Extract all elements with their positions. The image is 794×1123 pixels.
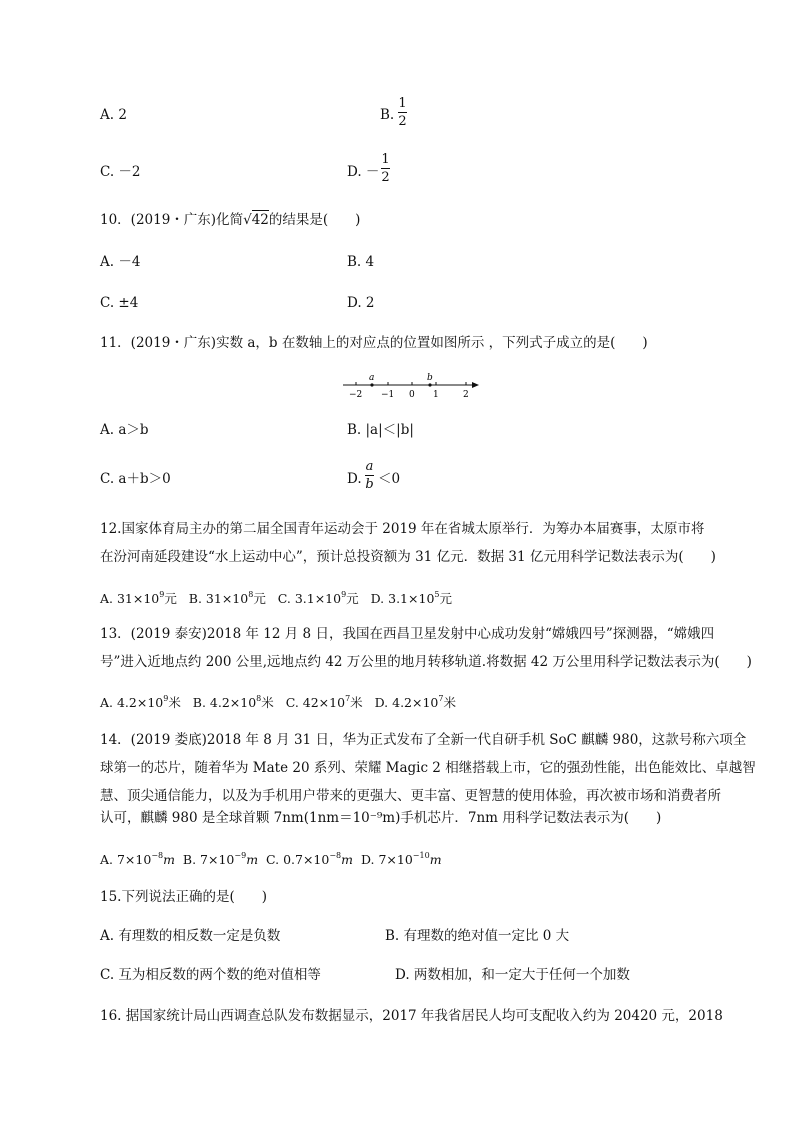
q13-options bbox=[100, 695, 456, 710]
point-b bbox=[428, 383, 431, 386]
q13-line-1: 13．(2019 泰安)2018 年 12 月 8 日，我国在西昌卫星发射中心成功发射“嫦娥四号”探测器，“嫦娥四 bbox=[100, 626, 715, 642]
q9-b-numerator: 1 bbox=[398, 96, 407, 111]
q13-line-2: 号”进入近地点约 200 公里,远地点约 42 万公里的地月转移轨道.将数据 42 万公里用科学记数法表示为( ) bbox=[100, 654, 752, 670]
q9-option-c: C. －2 bbox=[100, 164, 141, 180]
fraction-bar bbox=[365, 475, 374, 476]
q11-option-d-label: D. bbox=[347, 471, 362, 487]
q14-line-1: 14．(2019 娄底)2018 年 8 月 31 日，华为正式发布了全新一代自研手机 SoC 麒麟 980，这款号称六项全 bbox=[100, 732, 747, 748]
q11-number-line bbox=[335, 372, 485, 400]
tick-label: 1 bbox=[433, 390, 439, 400]
q15-stem: 15.下列说法正确的是( ) bbox=[100, 889, 268, 905]
q9-option-d-fraction bbox=[381, 153, 390, 184]
q16-line-1: 16. 据国家统计局山西调查总队发布数据显示，2017 年我省居民人均可支配收入约为 20420 元，2018 bbox=[100, 1008, 723, 1024]
q10-stem-post: 的结果是( ) bbox=[268, 212, 361, 228]
q12-option-a: A. $31\times 10^9$元 bbox=[100, 590, 177, 606]
q9-d-denominator: 2 bbox=[381, 170, 390, 185]
fraction-bar bbox=[381, 168, 390, 169]
q12-option-c: C. $3.1\times 10^9$元 bbox=[277, 590, 359, 606]
q9-option-d-label: D. － bbox=[347, 164, 380, 180]
q10-radicand: 42 bbox=[251, 212, 269, 228]
q14-line-4: 认可，麒麟 980 是全球首颗 7nm(1nm＝10⁻⁹m)手机芯片．7nm 用科学记数法表示为( ) bbox=[100, 810, 662, 826]
sqrt-symbol: √ bbox=[243, 212, 252, 228]
q14-option-b: B. $7\times 10^{-9}m$ bbox=[182, 851, 259, 867]
point-b-label: b bbox=[427, 373, 433, 383]
q14-option-c: C. $0.7\times 10^{-8}m$ bbox=[266, 851, 353, 867]
q13-option-a: A. $4.2\times 10^9$米 bbox=[100, 694, 181, 710]
q11-option-b: B. |a|＜|b| bbox=[347, 422, 414, 438]
q12-options bbox=[100, 591, 452, 606]
q15-option-b: B. 有理数的绝对值一定比 0 大 bbox=[385, 928, 570, 944]
q14-option-d: D. $7\times 10^{-10}m$ bbox=[360, 851, 442, 867]
point-a bbox=[370, 383, 373, 386]
tick-label: 2 bbox=[463, 390, 469, 400]
q14-options bbox=[100, 852, 442, 867]
q9-option-a: A. 2 bbox=[100, 107, 127, 123]
q11-d-numerator: a bbox=[365, 459, 374, 474]
q10-option-c: C. ±4 bbox=[100, 295, 139, 311]
tick-label: −1 bbox=[381, 390, 395, 400]
q13-option-d: D. $4.2\times 10^7$米 bbox=[374, 694, 456, 710]
q10-stem bbox=[100, 214, 360, 228]
fraction-bar bbox=[398, 112, 407, 113]
q15-option-d: D. 两数相加，和一定大于任何一个加数 bbox=[395, 967, 630, 983]
number-line-arrow bbox=[472, 382, 479, 388]
tick-label: 0 bbox=[409, 390, 415, 400]
q12-option-b: B. $31\times 10^8$元 bbox=[188, 590, 266, 606]
q14-line-3: 慧、顶尖通信能力，以及为手机用户带来的更强大、更丰富、更智慧的使用体验，再次被市场和消费者所 bbox=[100, 788, 721, 804]
q13-option-b: B. $4.2\times 10^8$米 bbox=[192, 694, 274, 710]
q11-option-d-fraction bbox=[365, 460, 374, 491]
q15-option-a: A. 有理数的相反数一定是负数 bbox=[100, 928, 281, 944]
q13-option-c: C. $42\times 10^7$米 bbox=[285, 694, 363, 710]
q14-option-a: A. $7\times 10^{-8}m$ bbox=[100, 851, 175, 867]
point-a-label: a bbox=[369, 373, 375, 383]
q9-option-b-fraction bbox=[398, 97, 407, 128]
q12-line-2: 在汾河南延段建设“水上运动中心”，预计总投资额为 31 亿元．数据 31 亿元用科学记数法表示为( ) bbox=[100, 549, 716, 565]
q11-option-d-suffix: ＜0 bbox=[378, 471, 401, 487]
q15-option-c: C. 互为相反数的两个数的绝对值相等 bbox=[100, 967, 321, 983]
q12-line-1: 12.国家体育局主办的第二届全国青年运动会于 2019 年在省城太原举行．为筹办本届赛事，太原市将 bbox=[100, 521, 705, 537]
q11-option-c: C. a＋b＞0 bbox=[100, 471, 171, 487]
q9-b-denominator: 2 bbox=[398, 114, 407, 129]
q9-option-b-label: B. bbox=[380, 107, 395, 123]
q11-d-denominator: b bbox=[365, 477, 374, 492]
q12-option-d: D. $3.1\times 10^5$元 bbox=[370, 590, 453, 606]
q14-line-2: 球第一的芯片，随着华为 Mate 20 系列、荣耀 Magic 2 相继搭载上市，它的强劲性能，出色能效比、卓越智 bbox=[100, 760, 756, 776]
q11-stem: 11．(2019・广东)实数 a，b 在数轴上的对应点的位置如图所示 ，下列式子成立的是( ) bbox=[100, 335, 648, 351]
tick-label: −2 bbox=[349, 390, 363, 400]
q9-d-numerator: 1 bbox=[381, 152, 390, 167]
q10-option-b: B. 4 bbox=[347, 254, 375, 270]
q10-option-d: D. 2 bbox=[347, 295, 375, 311]
q11-option-a: A. a＞b bbox=[100, 422, 149, 438]
q10-stem-pre: 10．(2019・广东)化简 bbox=[100, 212, 244, 228]
q10-option-a: A. －4 bbox=[100, 254, 141, 270]
